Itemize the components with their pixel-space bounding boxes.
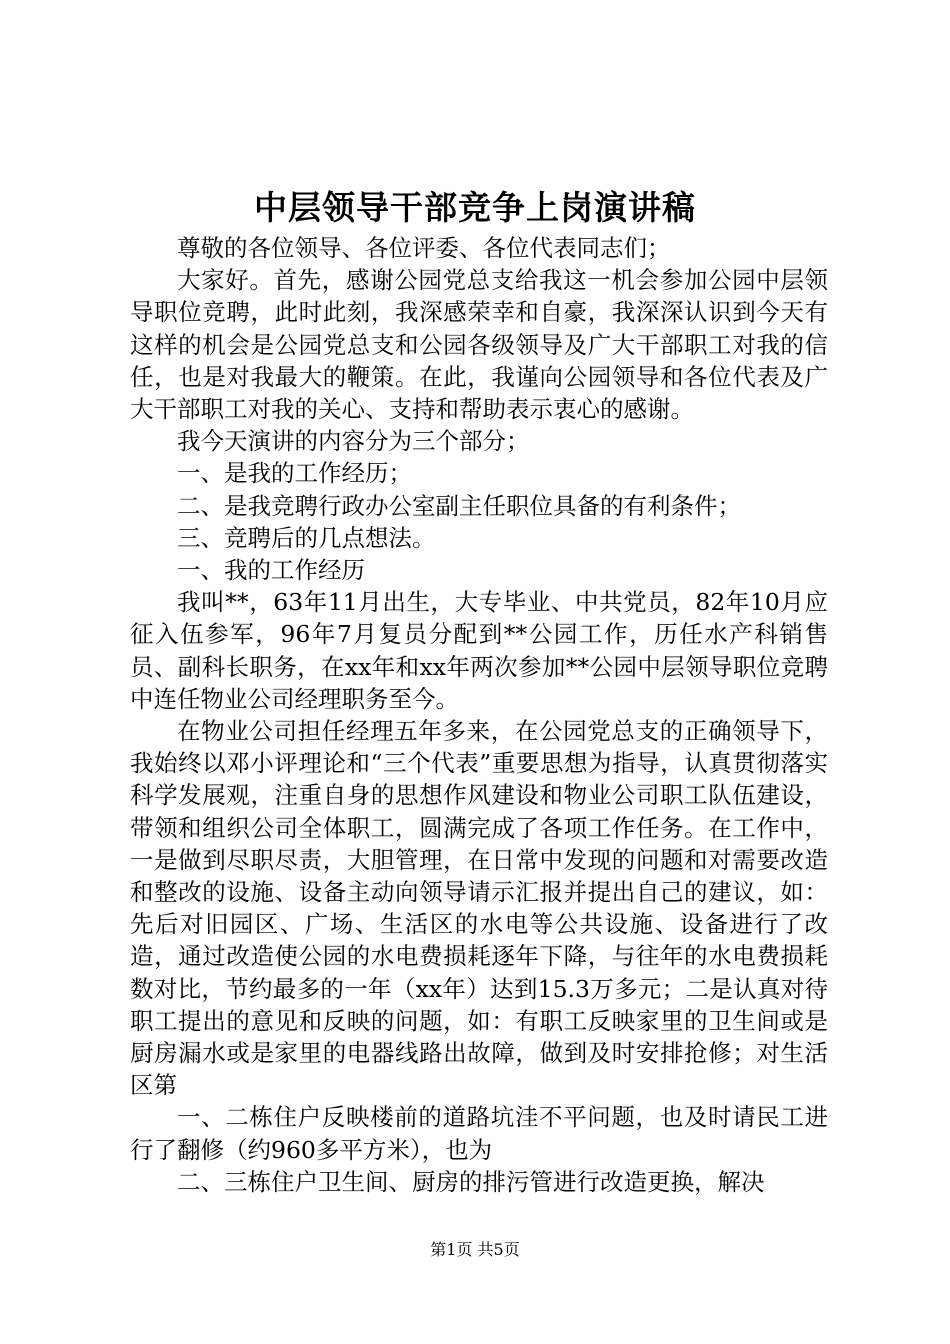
- document-title: 中层领导干部竞争上岗演讲稿: [254, 188, 696, 227]
- paragraph-outline-item-1: 一、是我的工作经历；: [177, 459, 412, 488]
- paragraph-work-achievements: 在物业公司担任经理五年多来，在公园党总支的正确领导下，我始终以邓小评理论和“三个代表”重要思想为指导，认真贯彻落实科学发展观，注重自身的思想作风建设和物业公司职工队伍建设，带领和组织公司全体职工，圆满完成了各项工作任务。在工作中，一是做到尽职尽责，大胆管理，在日常中发现的问题和对需要改造和整改的设施、设备主动向领导请示汇报并提出自己的建议，如：先后对旧园区、广场、生活区的水电等公共设施、设备进行了改造，通过改造使公园的水电费损耗逐年下降，与往年的水电费损耗数对比，节约最多的一年（xx年）达到15.3万多元；二是认真对待职工提出的意见和反映的问题，如：有职工反映家里的卫生间或是厨房漏水或是家里的电器线路出故障，做到及时安排抢修；对生活区第: [130, 717, 828, 1100]
- paragraph-outline-item-3: 三、竞聘后的几点想法。: [177, 523, 436, 552]
- document-body: [130, 232, 828, 1198]
- paragraph-thanks: 大家好。首先，感谢公园党总支给我这一机会参加公园中层领导职位竞聘，此时此刻，我深感荣幸和自豪，我深深认识到今天有这样的机会是公园党总支和公园各级领导及广大干部职工对我的信任，也是对我最大的鞭策。在此，我谨向公园领导和各位代表及广大干部职工对我的关心、支持和帮助表示衷心的感谢。: [130, 266, 828, 424]
- paragraph-outline-intro: 我今天演讲的内容分为三个部分；: [177, 427, 530, 456]
- paragraph-greeting: 尊敬的各位领导、各位评委、各位代表同志们；: [177, 234, 671, 262]
- paragraph-building-repair: 一、二栋住户反映楼前的道路坑洼不平问题，也及时请民工进行了翻修（约960多平方米），也为: [130, 1103, 828, 1164]
- paragraph-drainage-repair: 二、三栋住户卫生间、厨房的排污管进行改造更换，解决: [177, 1167, 765, 1196]
- section-heading-work-experience: 一、我的工作经历: [177, 556, 365, 585]
- paragraph-outline-item-2: 二、是我竞聘行政办公室副主任职位具备的有利条件；: [177, 491, 741, 520]
- page-number-footer: 第1页 共5页: [430, 1240, 520, 1259]
- paragraph-personal-background: 我叫**，63年11月出生，大专毕业、中共党员，82年10月应征入伍参军，96年7月复员分配到**公园工作，历任水产科销售员、副科长职务，在xx年和xx年两次参加**公园中层领导职位竞聘中连任物业公司经理职务至今。: [130, 588, 828, 713]
